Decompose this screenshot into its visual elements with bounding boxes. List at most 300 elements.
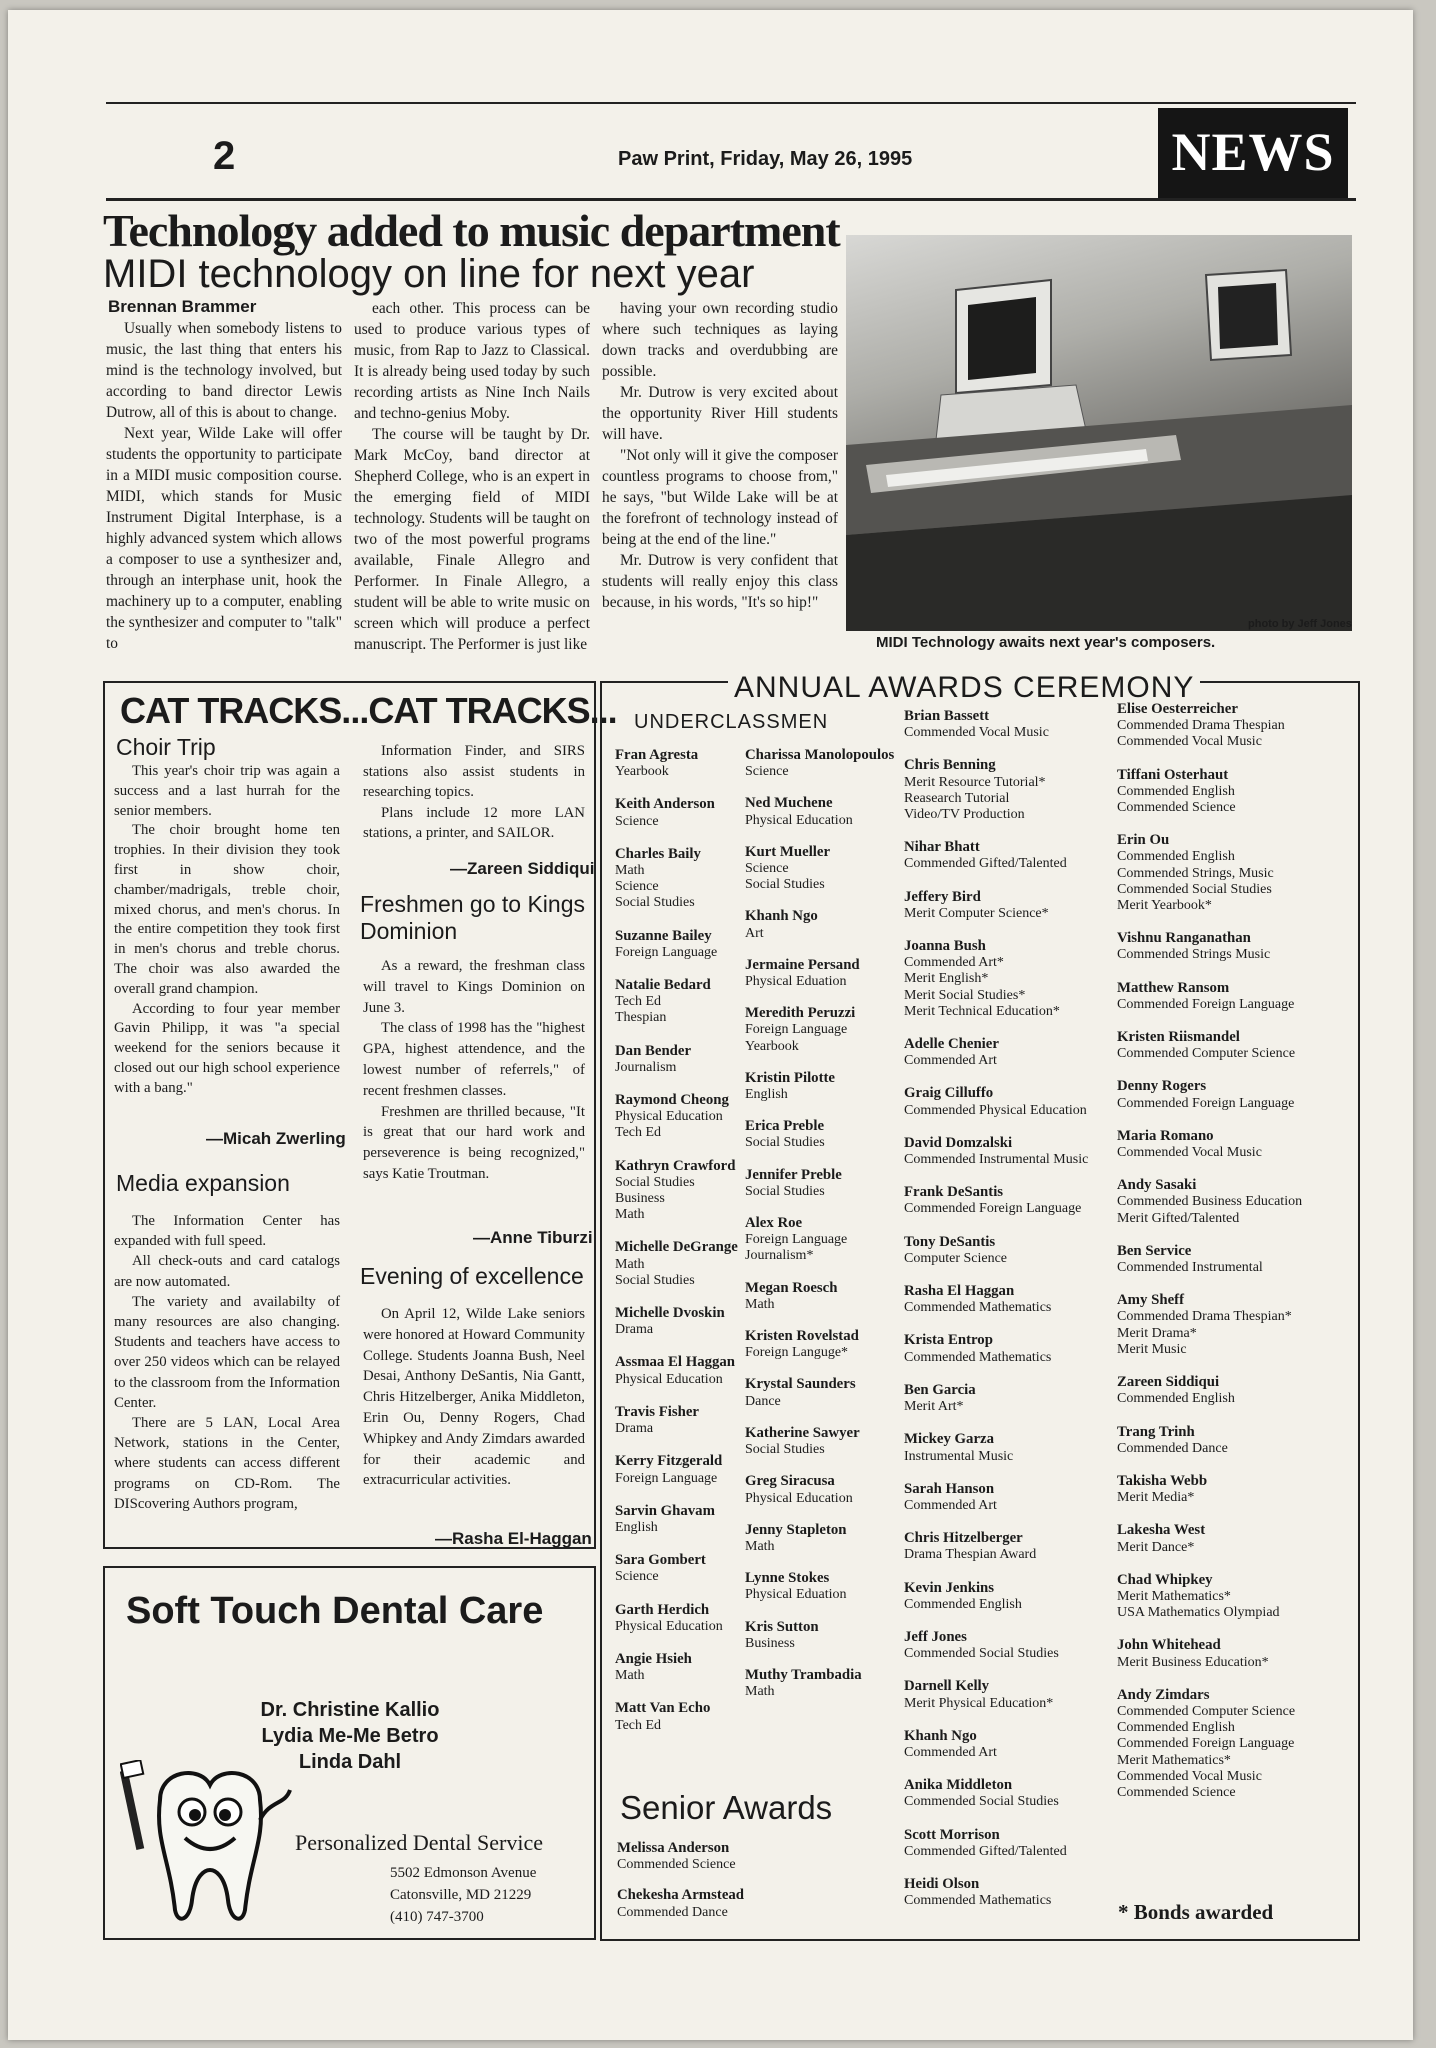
paragraph: each other. This process can be used to produce various types of music, from Rap to Jazz to Classical. It is already being used today by such recording artists as Nine Inch Nails and techno-genius Moby. (354, 300, 590, 422)
award-subject: Physical Education (615, 1371, 723, 1387)
award-recipient: Jermaine Persand (745, 956, 860, 973)
award-recipient: Erica Preble (745, 1118, 825, 1135)
award-recipient: Darnell Kelly (904, 1678, 990, 1695)
freshmen-body (363, 956, 585, 1185)
award-subject: Merit Mathematics* (1117, 1752, 1231, 1768)
award-recipient: Fran Agresta (615, 747, 699, 763)
award-entry (904, 1876, 1114, 1909)
award-entry (615, 1602, 745, 1635)
award-subject: Foreign Language (615, 944, 718, 960)
award-subject: Social Studies (615, 1174, 695, 1190)
award-recipient: Sara Gombert (615, 1552, 706, 1569)
award-recipient: Meredith Peruzzi (745, 1005, 856, 1022)
section-flag: NEWS (1158, 108, 1348, 198)
award-entry (615, 1453, 745, 1486)
award-subject: Foreign Language (745, 1022, 848, 1038)
award-entry (1117, 1424, 1347, 1457)
award-entry (615, 977, 745, 1027)
award-entry (1117, 930, 1347, 963)
award-recipient: Khanh Ngo (904, 1727, 977, 1744)
page-number: 2 (213, 134, 236, 178)
award-subject: Commended Mathematics (904, 1300, 1052, 1316)
choir-signature: —Micah Zwerling (206, 1129, 346, 1148)
award-recipient: Ned Muchene (745, 795, 833, 812)
dental-ad-title: Soft Touch Dental Care (126, 1590, 544, 1632)
award-recipient: Elise Oesterreicher (1117, 701, 1238, 717)
tooth-mascot-icon (120, 1760, 300, 1930)
award-recipient: Frank DeSantis (904, 1184, 1004, 1201)
award-entry (1117, 1522, 1347, 1555)
award-recipient: Jeffery Bird (904, 888, 981, 905)
award-recipient: Heidi Olson (904, 1875, 980, 1892)
award-recipient: John Whitehead (1117, 1637, 1221, 1654)
award-recipient: Alex Roe (745, 1215, 803, 1232)
award-recipient: Tony DeSantis (904, 1233, 996, 1250)
award-subject: Commended Drama Thespian* (1117, 1309, 1292, 1325)
award-subject: Commended English (1117, 1720, 1235, 1736)
newspaper-page (8, 10, 1413, 2040)
running-head: Paw Print, Friday, May 26, 1995 (618, 148, 913, 170)
senior-awards-column-2 (904, 708, 1114, 1925)
award-entry (745, 1215, 895, 1265)
award-recipient: Trang Trinh (1117, 1423, 1195, 1440)
award-entry (1117, 832, 1347, 914)
paragraph: Next year, Wilde Lake will offer students the opportunity to participate in a MIDI music composition course. MIDI, which stands for Music Instrument Digital Interphase, is a highly advanced system which allows a composer to use a synthesizer and, through an interphase unit, hook the machinery up to a computer, enabling the synthesizer and computer to "talk" to (106, 425, 342, 652)
paragraph: The class of 1998 has the "highest GPA, highest attendence, and the lowest number of referrels," of recent freshmen classes. (363, 1020, 585, 1099)
award-entry (1117, 1473, 1347, 1506)
award-entry (615, 747, 745, 780)
award-entry (1117, 1177, 1347, 1227)
award-subject: Commended Vocal Music (1117, 734, 1262, 750)
senior-awards-heading: Senior Awards (620, 1789, 833, 1826)
award-subject: Merit Music (1117, 1341, 1187, 1357)
award-subject: Commended Art* (904, 955, 1004, 971)
award-subject: Commended Business Education (1117, 1194, 1303, 1210)
award-entry (745, 1667, 895, 1700)
award-recipient: Scott Morrison (904, 1826, 1000, 1843)
bonds-footnote: * Bonds awarded (1118, 1900, 1274, 1924)
award-subject: Business (745, 1635, 795, 1651)
paragraph: "Not only will it give the composer countless programs to choose from," he says, "but Wilde Lake will be at the forefront of technology instead of being at the end of the line." (602, 447, 838, 548)
masthead-rule (106, 198, 1356, 201)
award-entry (745, 1570, 895, 1603)
award-subject: Commended Social Studies (904, 1794, 1059, 1810)
paragraph: The choir brought home ten trophies. In their division they took first in show choir, chamber/madrigals, treble choir, mixed chorus, and men's chorus. In the entire competition they took first in men's chorus and treble chorus. The choir was also awarded the overall grand champion. (114, 822, 340, 997)
award-recipient: Vishnu Ranganathan (1117, 930, 1251, 947)
award-recipient: Kathryn Crawford (615, 1157, 736, 1174)
award-subject: Math (615, 1668, 645, 1684)
award-recipient: Muthy Trambadia (745, 1666, 862, 1683)
award-entry (615, 1700, 745, 1733)
award-subject: Commended Instrumental Music (904, 1152, 1089, 1168)
award-entry (1117, 1687, 1347, 1801)
award-entry (1117, 1029, 1347, 1062)
media-body (114, 1211, 340, 1514)
award-recipient: Jenny Stapleton (745, 1521, 847, 1538)
award-recipient: Charles Baily (615, 845, 701, 862)
award-recipient: Lynne Stokes (745, 1570, 830, 1587)
award-subject: Commended Foreign Language (1117, 1095, 1295, 1111)
award-recipient: Tiffani Osterhaut (1117, 766, 1229, 783)
award-entry (615, 1239, 745, 1289)
award-entry (904, 1234, 1114, 1267)
award-recipient: Kevin Jenkins (904, 1579, 995, 1596)
award-recipient: Zareen Siddiqui (1117, 1374, 1220, 1391)
award-subject: Merit Social Studies* (904, 987, 1026, 1003)
award-recipient: Travis Fisher (615, 1403, 699, 1420)
dental-ad-address (390, 1862, 536, 1928)
award-subject: Merit Art* (904, 1399, 964, 1415)
award-subject: Science (615, 813, 659, 829)
award-recipient: Suzanne Bailey (615, 927, 712, 944)
award-entry (615, 1043, 745, 1076)
award-entry (904, 1629, 1114, 1662)
award-recipient: Raymond Cheong (615, 1092, 729, 1109)
staff-name: Linda Dahl (298, 1751, 402, 1773)
award-entry (904, 839, 1114, 872)
award-entry (1117, 701, 1347, 751)
award-entry (615, 1354, 745, 1387)
award-recipient: Jennifer Preble (745, 1166, 842, 1183)
award-entry (904, 1184, 1114, 1217)
award-entry (904, 757, 1114, 823)
award-recipient: Michelle Dvoskin (615, 1305, 725, 1322)
award-recipient: Amy Sheff (1117, 1292, 1184, 1309)
award-entry (904, 1827, 1114, 1860)
staff-name: Lydia Me-Me Betro (261, 1725, 439, 1747)
award-subject: Journalism (615, 1059, 677, 1075)
award-subject: Commended Foreign Language (1117, 1736, 1295, 1752)
award-subject: Merit English* (904, 971, 989, 987)
award-subject: Commended Social Studies (904, 1646, 1059, 1662)
award-recipient: Graig Cilluffo (904, 1085, 994, 1102)
award-subject: Drama (615, 1421, 654, 1437)
award-recipient: Chris Benning (904, 757, 996, 774)
award-subject: Commended Art (904, 1053, 997, 1069)
award-recipient: Andy Sasaki (1117, 1177, 1197, 1194)
award-entry (904, 1135, 1114, 1168)
award-subject: Tech Ed (615, 1717, 662, 1733)
freshmen-heading: Freshmen go to Kings Dominion (360, 891, 586, 944)
award-recipient: Chris Hitzelberger (904, 1530, 1023, 1547)
award-entry (904, 938, 1114, 1020)
award-recipient: Krystal Saunders (745, 1376, 856, 1393)
phone-number: (410) 747-3700 (390, 1909, 484, 1925)
award-recipient: Anika Middleton (904, 1777, 1013, 1794)
paragraph: Mr. Dutrow is very excited about the opportunity River Hill students will have. (602, 384, 838, 443)
award-subject: Math (745, 1684, 775, 1700)
award-subject: Commended Science (1117, 1784, 1236, 1800)
article-column-3 (602, 298, 838, 613)
award-subject: Science (615, 1569, 659, 1585)
award-entry (745, 1328, 895, 1361)
award-subject: Merit Media* (1117, 1490, 1195, 1506)
award-subject: Social Studies (745, 1442, 825, 1458)
award-entry (615, 796, 745, 829)
award-recipient: Nihar Bhatt (904, 839, 980, 856)
award-subject: USA Mathematics Olympiad (1117, 1605, 1280, 1621)
award-entry (745, 1005, 895, 1055)
award-entry (904, 1728, 1114, 1761)
paragraph: The course will be taught by Dr. Mark McCoy, band director at Shepherd College, who is an expert in the emerging field of MIDI technology. Students will be taught on two of the most powerful programs available, Finale Allegro and Performer. In Finale Allegro, a student will be able to write music on screen which will produce a perfect manuscript. The Performer is just like (354, 426, 590, 653)
award-recipient: Rasha El Haggan (904, 1283, 1015, 1300)
award-recipient: Takisha Webb (1117, 1472, 1208, 1489)
award-recipient: Khanh Ngo (745, 908, 818, 925)
award-recipient: Sarah Hanson (904, 1480, 995, 1497)
award-recipient: Kurt Mueller (745, 843, 831, 860)
award-subject: Commended Computer Science (1117, 1703, 1296, 1719)
award-subject: Instrumental Music (904, 1448, 1014, 1464)
award-subject: Business (615, 1191, 665, 1207)
award-subject: Foreign Language (745, 1232, 848, 1248)
award-subject: Commended Instrumental (1117, 1260, 1263, 1276)
award-entry (745, 1425, 895, 1458)
award-entry (745, 1522, 895, 1555)
award-recipient: Assmaa El Haggan (615, 1354, 736, 1371)
underclassmen-heading: UNDERCLASSMEN (634, 711, 829, 733)
award-entry (745, 747, 895, 780)
media-signature: —Zareen Siddiqui (450, 859, 595, 878)
award-recipient: Andy Zimdars (1117, 1686, 1210, 1703)
award-subject: Commended Foreign Language (904, 1201, 1082, 1217)
award-entry (615, 1404, 745, 1437)
paragraph: having your own recording studio where such techniques as laying down tracks and overdubbing are possible. (602, 300, 838, 380)
award-recipient: Adelle Chenier (904, 1036, 999, 1053)
dental-ad-service: Personalized Dental Service (295, 1830, 544, 1855)
award-subject: Commended Mathematics (904, 1893, 1052, 1909)
award-entry (745, 795, 895, 828)
award-entry (1117, 1078, 1347, 1111)
award-subject: Art (745, 925, 764, 941)
award-subject: Merit Resource Tutorial* (904, 774, 1046, 790)
award-subject: Math (615, 863, 645, 879)
award-recipient: Jeff Jones (904, 1628, 967, 1645)
dentist-name: Dr. Christine Kallio (260, 1699, 440, 1721)
award-subject: Science (615, 879, 659, 895)
award-subject: Commended Science (1117, 800, 1236, 816)
paragraph: On April 12, Wilde Lake seniors were honored at Howard Community College. Students Joanna Bush, Neel Desai, Anthony DeSantis, Nia Gantt, Chris Hitzelberger, Anika Middleton, Erin Ou, Denny Rogers, Chad Whipkey and Andy Zimdars awarded for their academic and extracurricular activities. (363, 1306, 585, 1489)
award-subject: Commended English (1117, 783, 1235, 799)
award-subject: Commended Strings Music (1117, 947, 1271, 963)
award-subject: Merit Dance* (1117, 1539, 1195, 1555)
media-body-continued (363, 741, 585, 844)
award-subject: Merit Business Education* (1117, 1654, 1269, 1670)
award-recipient: Lakesha West (1117, 1522, 1206, 1539)
award-recipient: Krista Entrop (904, 1332, 993, 1349)
award-recipient: Garth Herdich (615, 1601, 710, 1618)
cat-tracks-title: CAT TRACKS...CAT TRACKS... (120, 690, 617, 731)
award-entry (745, 844, 895, 894)
award-subject: Math (615, 1256, 645, 1272)
paragraph: As a reward, the freshman class will travel to Kings Dominion on June 3. (363, 958, 585, 1016)
address-line: Catonsville, MD 21229 (390, 1887, 532, 1903)
evening-heading: Evening of excellence (360, 1263, 584, 1289)
award-subject: Merit Mathematics* (1117, 1588, 1231, 1604)
award-recipient: Maria Romano (1117, 1127, 1214, 1144)
award-recipient: Erin Ou (1117, 832, 1170, 849)
award-subject: Commended Strings, Music (1117, 865, 1274, 881)
award-recipient: Kristen Rovelstad (745, 1328, 859, 1345)
award-subject: Physical Education (745, 812, 853, 828)
paragraph: Freshmen are thrilled because, "It is great that our hard work and perseverence is being recognized," says Katie Troutman. (363, 1103, 585, 1182)
article-column-2 (354, 298, 590, 655)
underclassmen-column-2 (745, 747, 895, 1715)
award-entry (745, 908, 895, 941)
media-heading: Media expansion (116, 1170, 290, 1196)
award-recipient: Natalie Bedard (615, 977, 711, 994)
paragraph: The Information Center has expanded with full speed. (114, 1213, 340, 1250)
top-rule (106, 102, 1356, 104)
award-entry (615, 1158, 745, 1224)
award-entry (745, 1070, 895, 1103)
award-recipient: Chekesha Armstead (617, 1887, 745, 1904)
award-subject: Yearbook (615, 764, 669, 780)
award-subject: Video/TV Production (904, 807, 1025, 823)
award-entry (1117, 1243, 1347, 1276)
award-subject: Commended English (1117, 849, 1235, 865)
award-recipient: Kristin Pilotte (745, 1069, 835, 1086)
award-recipient: Kerry Fitzgerald (615, 1453, 723, 1470)
award-subject: Merit Gifted/Talented (1117, 1210, 1240, 1226)
award-subject: Drama (615, 1322, 654, 1338)
award-entry (745, 1473, 895, 1506)
award-subject: Commended Foreign Language (1117, 996, 1295, 1012)
award-subject: Physical Education (615, 1109, 723, 1125)
award-subject: Merit Physical Education* (904, 1695, 1054, 1711)
award-subject: Commended English (1117, 1391, 1235, 1407)
award-entry (1117, 1292, 1347, 1358)
photo-credit: photo by Jeff Jones (1248, 618, 1352, 630)
award-recipient: Ben Service (1117, 1242, 1192, 1259)
award-entry (745, 1167, 895, 1200)
award-subject: Math (745, 1296, 775, 1312)
award-subject: Physical Eduation (745, 1587, 847, 1603)
award-recipient: Denny Rogers (1117, 1078, 1207, 1095)
award-entry (904, 1283, 1114, 1316)
award-subject: Commended English (904, 1596, 1022, 1612)
award-entry (904, 889, 1114, 922)
award-entry (615, 1092, 745, 1142)
award-entry (904, 1481, 1114, 1514)
paragraph: This year's choir trip was again a success and a last hurrah for the senior members. (114, 763, 340, 819)
award-subject: Commended Mathematics (904, 1349, 1052, 1365)
award-subject: Social Studies (615, 1272, 695, 1288)
award-entry (904, 1580, 1114, 1613)
underclassmen-column-1 (615, 747, 745, 1750)
award-entry (904, 1530, 1114, 1563)
award-entry (904, 1678, 1114, 1711)
senior-awards-column-3 (1117, 701, 1347, 1817)
award-entry (904, 1036, 1114, 1069)
award-entry (745, 1376, 895, 1409)
award-recipient: Mickey Garza (904, 1431, 994, 1448)
awards-title: ANNUAL AWARDS CEREMONY (728, 671, 1200, 705)
senior-awards-column-1 (617, 1840, 777, 1935)
award-subject: English (745, 1087, 788, 1103)
award-recipient: Keith Anderson (615, 796, 715, 813)
award-subject: Commended Gifted/Talented (904, 1843, 1067, 1859)
award-entry (904, 708, 1114, 741)
article-subhead: MIDI technology on line for next year (103, 252, 755, 296)
paragraph: The variety and availabilty of many resources are also changing. Students and teachers have access to over 250 videos which can be relayed to the classroom from the Information Center. (114, 1293, 340, 1411)
award-subject: Physical Eduation (745, 974, 847, 990)
award-subject: Commended Dance (1117, 1440, 1228, 1456)
photo-caption: MIDI Technology awaits next year's composers. (876, 634, 1216, 651)
award-subject: Commended Vocal Music (1117, 1768, 1262, 1784)
award-recipient: Sarvin Ghavam (615, 1502, 715, 1519)
award-subject: English (615, 1519, 658, 1535)
award-subject: Merit Drama* (1117, 1325, 1197, 1341)
evening-body (363, 1304, 585, 1491)
award-subject: Tech Ed (615, 1125, 662, 1141)
award-entry (617, 1887, 777, 1920)
award-subject: Physical Education (615, 1618, 723, 1634)
award-subject: Science (745, 861, 789, 877)
award-recipient: Ben Garcia (904, 1381, 976, 1398)
award-subject: Commended Dance (617, 1904, 728, 1920)
award-subject: Science (745, 764, 789, 780)
paragraph: According to four year member Gavin Philipp, it was "a special weekend for the seniors because it closed out our high school experience with a bang." (114, 1000, 340, 1096)
award-recipient: David Domzalski (904, 1134, 1013, 1151)
award-subject: Journalism* (745, 1248, 814, 1264)
award-entry (615, 1552, 745, 1585)
award-subject: Physical Education (745, 1490, 853, 1506)
award-recipient: Matthew Ransom (1117, 979, 1230, 996)
award-subject: Thespian (615, 1010, 667, 1026)
award-subject: Social Studies (745, 1183, 825, 1199)
article-byline: Brennan Brammer (108, 297, 257, 316)
award-recipient: Melissa Anderson (617, 1840, 730, 1856)
award-subject: Math (745, 1538, 775, 1554)
award-entry (904, 1777, 1114, 1810)
award-entry (904, 1085, 1114, 1118)
award-subject: Commended Science (617, 1857, 736, 1873)
paragraph: There are 5 LAN, Local Area Network, stations in the Center, where students can access different programs on CD-Rom. The DIScovering Authors program, (114, 1415, 340, 1512)
award-entry (745, 1280, 895, 1313)
award-subject: Merit Computer Science* (904, 905, 1049, 921)
award-subject: Commended Drama Thespian (1117, 718, 1285, 734)
award-entry (904, 1431, 1114, 1464)
award-subject: Computer Science (904, 1250, 1008, 1266)
award-recipient: Chad Whipkey (1117, 1571, 1213, 1588)
award-recipient: Greg Siracusa (745, 1473, 835, 1490)
award-subject: Foreign Language (615, 1470, 718, 1486)
computer-lab-illustration (846, 235, 1352, 631)
award-entry (615, 1651, 745, 1684)
classroom-photo (846, 235, 1352, 631)
paragraph: Mr. Dutrow is very confident that students will really enjoy this class because, in his words, "It's so hip!" (602, 552, 838, 611)
article-headline: Technology added to music department (103, 205, 840, 256)
award-subject: Commended Computer Science (1117, 1046, 1296, 1062)
award-recipient: Michelle DeGrange (615, 1239, 738, 1256)
award-subject: Drama Thespian Award (904, 1547, 1037, 1563)
award-subject: Social Studies (745, 1135, 825, 1151)
award-subject: Commended Vocal Music (904, 725, 1049, 741)
award-recipient: Joanna Bush (904, 938, 986, 955)
address-line: 5502 Edmonson Avenue (390, 1865, 537, 1881)
award-subject: Commended Gifted/Talented (904, 856, 1067, 872)
award-entry (1117, 1128, 1347, 1161)
paragraph: All check-outs and card catalogs are now automated. (114, 1253, 340, 1290)
award-entry (1117, 767, 1347, 817)
award-subject: Reasearch Tutorial (904, 790, 1010, 806)
award-entry (745, 1619, 895, 1652)
paragraph: Usually when somebody listens to music, the last thing that enters his mind is the technology involved, but according to band director Lewis Dutrow, all of this is about to change. (106, 320, 342, 421)
freshmen-signature: —Anne Tiburzi (473, 1228, 593, 1247)
paragraph: Information Finder, and SIRS stations also assist students in researching topics. (363, 743, 585, 801)
award-entry (615, 1503, 745, 1536)
award-recipient: Kris Sutton (745, 1618, 819, 1635)
